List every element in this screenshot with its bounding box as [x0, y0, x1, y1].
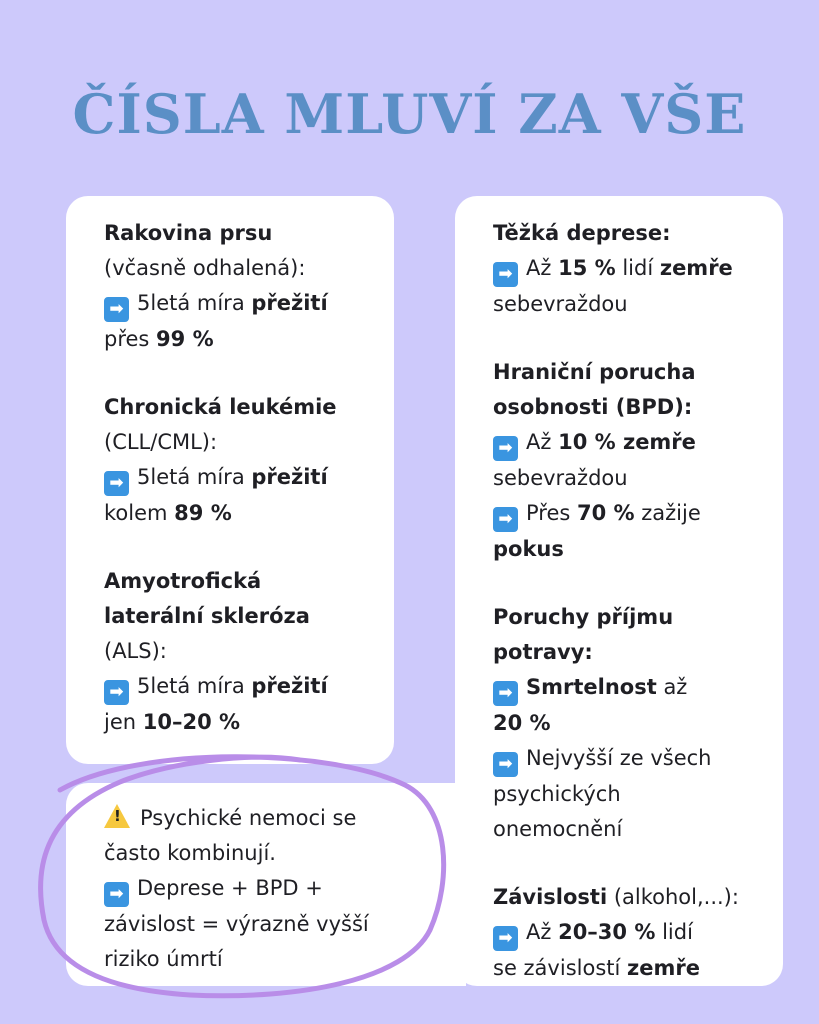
right-arrow-icon: ➡: [493, 262, 518, 287]
bpd-section: Hraniční porucha osobnosti (BPD): ➡ Až 10 % zemře sebevraždou ➡ Přes 70 % zažije pokus: [493, 355, 783, 567]
section-heading: Chronická leukémie: [104, 395, 337, 419]
mental-health-card: [455, 196, 783, 986]
eating-disorders-section: Poruchy příjmu potravy: ➡ Smrtelnost až 20 % ➡ Nejvyšší ze všech psychických onemocnění: [493, 600, 783, 847]
section-heading: Rakovina prsu: [104, 221, 273, 245]
right-arrow-icon: ➡: [493, 752, 518, 777]
combination-note-card: ! Psychické nemoci se často kombinují. ➡ Deprese + BPD + závislost = výrazně vyšší riziko úmrtí: [66, 783, 466, 986]
depression-section: Těžká deprese: ➡ Až 15 % lidí zemře sebevraždou: [493, 216, 783, 322]
section-subheading: (včasně odhalená):: [104, 256, 306, 280]
right-arrow-icon: ➡: [493, 436, 518, 461]
survival-card: [66, 196, 394, 764]
right-arrow-icon: ➡: [104, 680, 129, 705]
page-title: ČÍSLA MLUVÍ ZA VŠE: [72, 82, 747, 146]
section-subheading: (CLL/CML):: [104, 430, 218, 454]
section-subheading: (ALS):: [104, 639, 167, 663]
section-heading: Hraniční porucha: [493, 360, 696, 384]
breast-cancer-section: Rakovina prsu (včasně odhalená): ➡ 5letá míra přežití přes 99 %: [104, 216, 394, 357]
right-arrow-icon: ➡: [104, 882, 129, 907]
leukemia-section: Chronická leukémie (CLL/CML): ➡ 5letá míra přežití kolem 89 %: [104, 390, 394, 531]
right-arrow-icon: ➡: [104, 471, 129, 496]
section-heading: Amyotrofická: [104, 569, 262, 593]
right-arrow-icon: ➡: [104, 297, 129, 322]
warning-icon: !: [104, 804, 130, 828]
section-heading: Poruchy příjmu: [493, 605, 674, 629]
right-arrow-icon: ➡: [493, 507, 518, 532]
right-arrow-icon: ➡: [493, 681, 518, 706]
section-heading: potravy:: [493, 640, 593, 664]
addiction-section: Závislosti (alkohol,...): ➡ Až 20–30 % lidí se závislostí zemře: [493, 885, 739, 980]
right-arrow-icon: ➡: [493, 926, 518, 951]
als-section: Amyotrofická laterální skleróza (ALS): ➡ 5letá míra přežití jen 10–20 %: [104, 564, 394, 740]
section-heading: Závislosti: [493, 885, 608, 909]
section-heading: Těžká deprese:: [493, 221, 671, 245]
section-heading: laterální skleróza: [104, 604, 310, 628]
section-heading: osobnosti (BPD):: [493, 395, 693, 419]
